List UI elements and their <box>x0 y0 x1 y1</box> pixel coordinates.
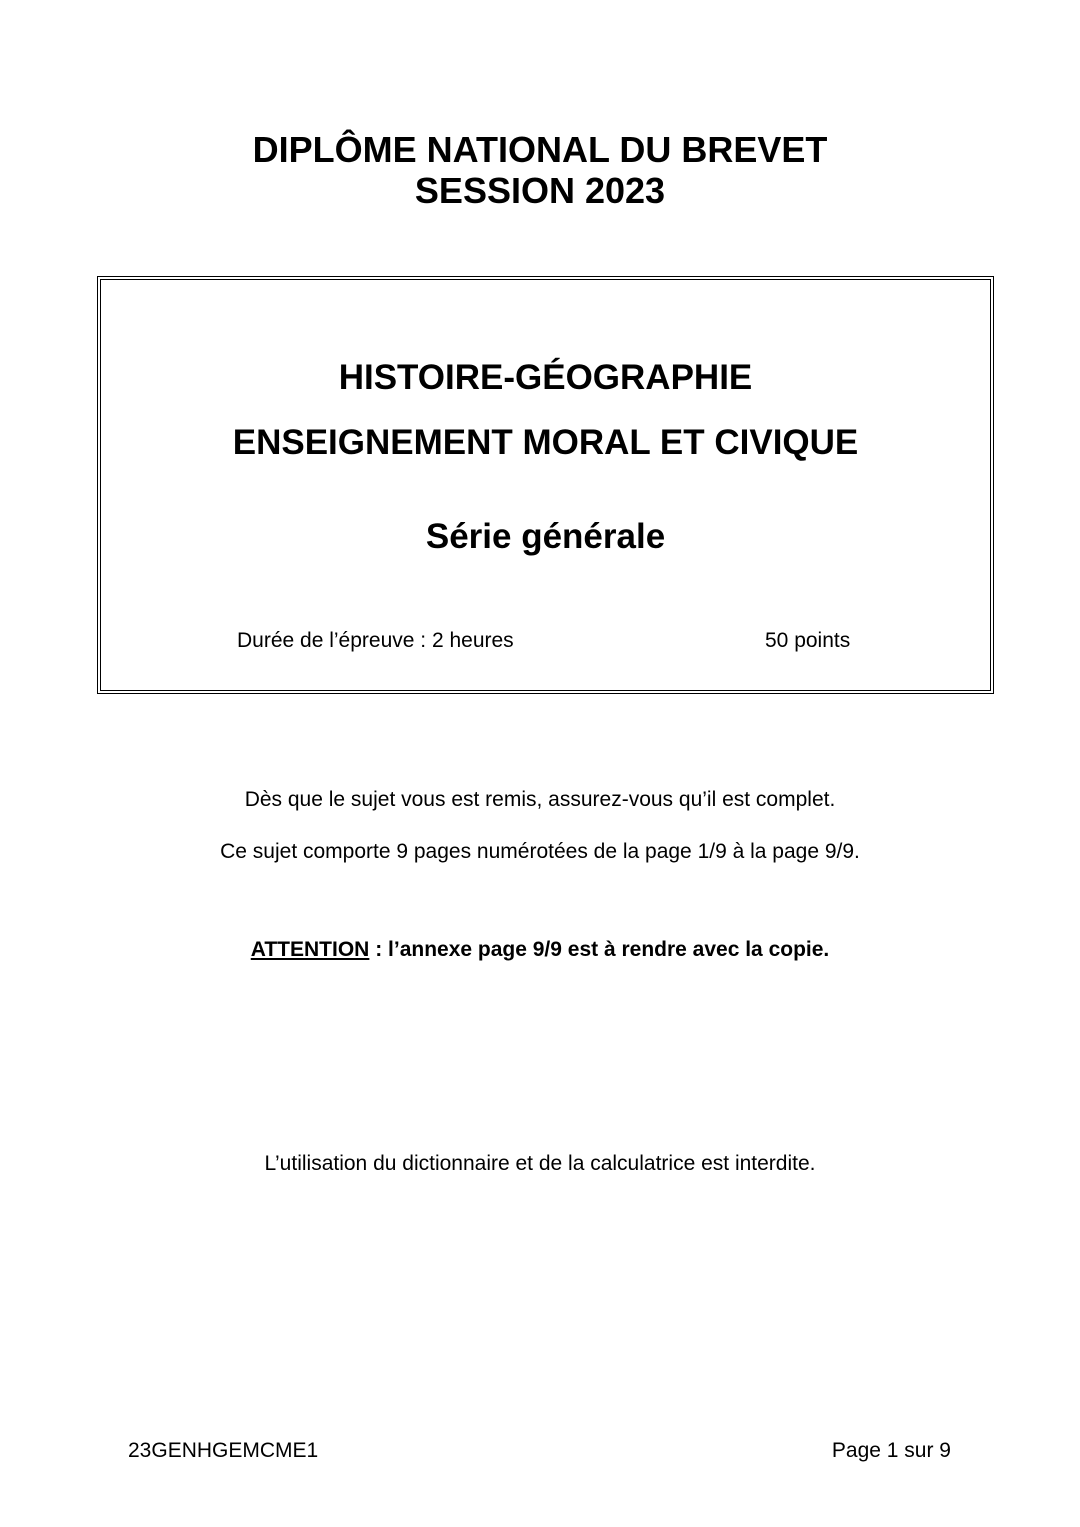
instruction-dictionary: L’utilisation du dictionnaire et de la calculatrice est interdite. <box>264 1152 816 1175</box>
exam-title: DIPLÔME NATIONAL DU BREVET <box>252 129 828 170</box>
instruction-page-count: Ce sujet comporte 9 pages numérotées de la page 1/9 à la page 9/9. <box>220 840 860 863</box>
subject-title: HISTOIRE-GÉOGRAPHIE <box>338 358 753 397</box>
attention-label: ATTENTION <box>250 938 370 961</box>
instruction-check-complete: Dès que le sujet vous est remis, assurez-vous qu’il est complet. <box>244 788 836 811</box>
series-label: Série générale <box>425 517 666 556</box>
document-code: 23GENHGEMCME1 <box>128 1439 319 1462</box>
exam-points: 50 points <box>765 629 851 652</box>
page-number: Page 1 sur 9 <box>831 1439 951 1462</box>
attention-text: : l’annexe page 9/9 est à rendre avec la copie. <box>369 938 830 961</box>
exam-duration: Durée de l’épreuve : 2 heures <box>237 629 514 652</box>
subject-title-secondary: ENSEIGNEMENT MORAL ET CIVIQUE <box>232 423 859 462</box>
subject-box <box>97 276 994 694</box>
exam-session: SESSION 2023 <box>414 170 666 211</box>
attention-notice <box>0 937 1080 963</box>
